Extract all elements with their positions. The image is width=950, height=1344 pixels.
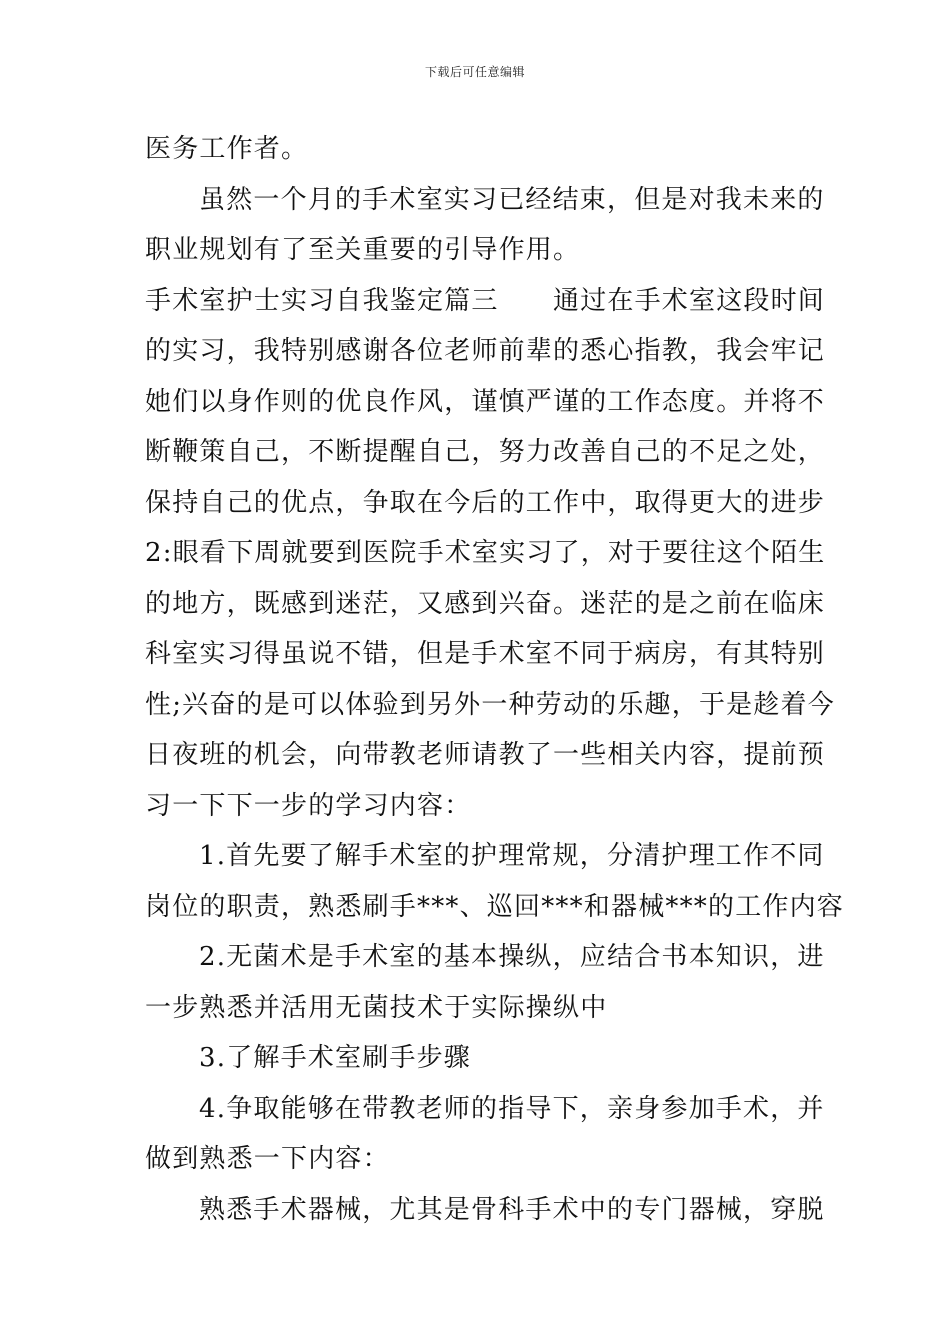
list-item-line: 1.首先要了解手术室的护理常规，分清护理工作不同 [199, 841, 825, 871]
list-item-line: 2.无菌术是手术室的基本操纵，应结合书本知识，进 [199, 942, 825, 972]
page-header: 下载后可任意编辑 [424, 65, 525, 79]
text-line: 断鞭策自己，不断提醒自己，努力改善自己的不足之处， [145, 437, 826, 467]
text-line: 的实习，我特别感谢各位老师前辈的悉心指教，我会牢记 [145, 336, 826, 366]
text-line: 2:眼看下周就要到医院手术室实习了，对于要往这个陌生 [145, 538, 826, 568]
text-line: 一步熟悉并活用无菌技术于实际操纵中 [145, 992, 608, 1023]
text-line: 医务工作者。 [145, 134, 309, 164]
text-line: 手术室护士实习自我鉴定篇三 通过在手术室这段时间 [145, 285, 826, 316]
list-item-line: 4.争取能够在带教老师的指导下，亲身参加手术，并 [199, 1093, 825, 1124]
text-line: 性;兴奋的是可以体验到另外一种劳动的乐趣，于是趁着今 [145, 689, 835, 720]
text-line: 的地方，既感到迷茫，又感到兴奋。迷茫的是之前在临床 [145, 588, 826, 619]
text-line: 她们以身作则的优良作风，谨慎严谨的工作态度。并将不 [145, 386, 826, 417]
text-line: 习一下下一步的学习内容： [145, 790, 472, 821]
text-line: 日夜班的机会，向带教老师请教了一些相关内容，提前预 [145, 740, 826, 770]
text-line: 岗位的职责，熟悉刷手***、巡回***和器械***的工作内容 [145, 891, 845, 922]
text-line: 虽然一个月的手术室实习已经结束，但是对我未来的 [199, 184, 825, 215]
text-line: 保持自己的优点，争取在今后的工作中，取得更大的进步 [145, 487, 826, 518]
document-body [145, 124, 845, 1235]
text-line: 做到熟悉一下内容： [145, 1144, 390, 1174]
text-line: 科室实习得虽说不错，但是手术室不同于病房，有其特别 [145, 639, 826, 669]
text-line: 熟悉手术器械，尤其是骨科手术中的专门器械，穿脱 [199, 1194, 825, 1225]
text-line: 职业规划有了至关重要的引导作用。 [145, 235, 581, 265]
list-item-line: 3.了解手术室刷手步骤 [199, 1043, 472, 1073]
